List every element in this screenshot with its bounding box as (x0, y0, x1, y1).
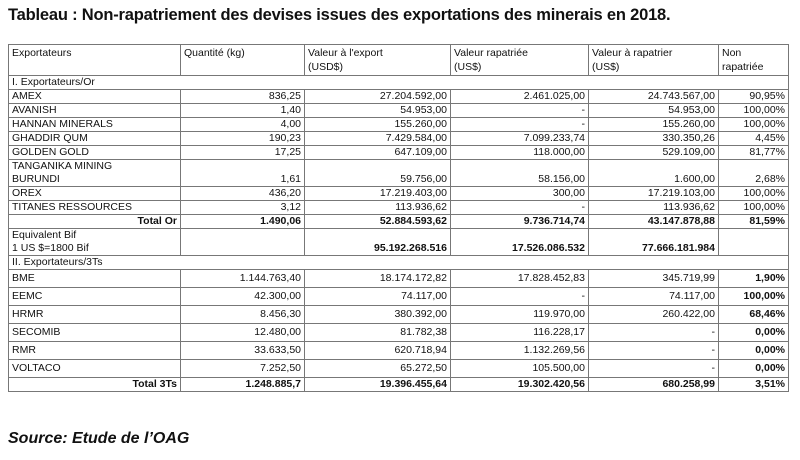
cell-valeur-export: 52.884.593,62 (305, 215, 451, 229)
cell-non-rapatriee: 68,46% (719, 306, 789, 324)
cell-valeur-export: 95.192.268.516 (305, 229, 451, 256)
cell-non-rapatriee: 4,45% (719, 132, 789, 146)
cell-non-rapatriee: 0,00% (719, 324, 789, 342)
cell-valeur-export: 620.718,94 (305, 342, 451, 360)
cell-quantite: 33.633,50 (181, 342, 305, 360)
cell-non-rapatriee: 100,00% (719, 118, 789, 132)
equivalent-row (9, 229, 789, 256)
cell-name: GOLDEN GOLD (9, 146, 181, 160)
cell-valeur-a-rapatrier: 54.953,00 (589, 104, 719, 118)
table-row (9, 187, 789, 201)
cell-valeur-export: 647.109,00 (305, 146, 451, 160)
cell-valeur-rapatriee: 17.526.086.532 (451, 229, 589, 256)
cell-valeur-a-rapatrier: 43.147.878,88 (589, 215, 719, 229)
table-wrapper (8, 44, 788, 392)
cell-name: HANNAN MINERALS (9, 118, 181, 132)
cell-valeur-a-rapatrier: 1.600,00 (589, 160, 719, 187)
cell-quantite: 836,25 (181, 90, 305, 104)
cell-valeur-rapatriee: 2.461.025,00 (451, 90, 589, 104)
table-row (9, 104, 789, 118)
table-row-tanganika (9, 160, 789, 187)
cell-valeur-a-rapatrier: - (589, 360, 719, 378)
section-label: II. Exportateurs/3Ts (9, 256, 789, 270)
cell-valeur-rapatriee: 17.828.452,83 (451, 270, 589, 288)
cell-name: OREX (9, 187, 181, 201)
total-label: Total 3Ts (9, 378, 181, 392)
cell-quantite: 1,61 (181, 160, 305, 187)
cell-non-rapatriee: 2,68% (719, 160, 789, 187)
table-row (9, 270, 789, 288)
cell-non-rapatriee: 100,00% (719, 187, 789, 201)
cell-valeur-a-rapatrier: - (589, 324, 719, 342)
cell-valeur-rapatriee: 300,00 (451, 187, 589, 201)
cell-valeur-export: 113.936,62 (305, 201, 451, 215)
cell-valeur-rapatriee: 118.000,00 (451, 146, 589, 160)
cell-valeur-a-rapatrier: 680.258,99 (589, 378, 719, 392)
cell-valeur-a-rapatrier: - (589, 342, 719, 360)
cell-valeur-export: 74.117,00 (305, 288, 451, 306)
cell-valeur-export: 65.272,50 (305, 360, 451, 378)
cell-non-rapatriee: 100,00% (719, 104, 789, 118)
table-row (9, 201, 789, 215)
cell-valeur-rapatriee: 58.156,00 (451, 160, 589, 187)
header-valeur-export: Valeur à l'export (USD$) (305, 45, 451, 76)
table-row (9, 360, 789, 378)
cell-valeur-rapatriee: - (451, 288, 589, 306)
cell-quantite: 12.480,00 (181, 324, 305, 342)
cell-name: BME (9, 270, 181, 288)
header-quantite: Quantité (kg) (181, 45, 305, 76)
cell-non-rapatriee: 100,00% (719, 288, 789, 306)
cell-valeur-a-rapatrier: 24.743.567,00 (589, 90, 719, 104)
cell-name: RMR (9, 342, 181, 360)
cell-valeur-export: 380.392,00 (305, 306, 451, 324)
cell-quantite: 1,40 (181, 104, 305, 118)
header-row (9, 45, 789, 76)
cell-valeur-export: 59.756,00 (305, 160, 451, 187)
cell-quantite: 436,20 (181, 187, 305, 201)
cell-valeur-export: 17.219.403,00 (305, 187, 451, 201)
cell-valeur-rapatriee: 9.736.714,74 (451, 215, 589, 229)
cell-name: TANGANIKA MINING BURUNDI (9, 160, 181, 187)
table-row (9, 118, 789, 132)
cell-non-rapatriee: 0,00% (719, 342, 789, 360)
cell-name: EEMC (9, 288, 181, 306)
cell-quantite: 3,12 (181, 201, 305, 215)
cell-valeur-a-rapatrier: 113.936,62 (589, 201, 719, 215)
cell-valeur-export: 81.782,38 (305, 324, 451, 342)
header-exportateurs: Exportateurs (9, 45, 181, 76)
cell-valeur-a-rapatrier: 77.666.181.984 (589, 229, 719, 256)
cell-quantite: 190,23 (181, 132, 305, 146)
cell-valeur-export: 19.396.455,64 (305, 378, 451, 392)
table-row (9, 306, 789, 324)
cell-name: GHADDIR QUM (9, 132, 181, 146)
cell-quantite: 1.144.763,40 (181, 270, 305, 288)
cell-quantite (181, 229, 305, 256)
cell-valeur-export: 18.174.172,82 (305, 270, 451, 288)
cell-valeur-a-rapatrier: 330.350,26 (589, 132, 719, 146)
table-row (9, 90, 789, 104)
table-row (9, 146, 789, 160)
cell-non-rapatriee: 81,59% (719, 215, 789, 229)
header-valeur-a-rapatrier: Valeur à rapatrier (US$) (589, 45, 719, 76)
cell-quantite: 42.300,00 (181, 288, 305, 306)
cell-valeur-rapatriee: 119.970,00 (451, 306, 589, 324)
cell-name: VOLTACO (9, 360, 181, 378)
cell-quantite: 4,00 (181, 118, 305, 132)
cell-non-rapatriee: 1,90% (719, 270, 789, 288)
total-label: Total Or (9, 215, 181, 229)
section-row-or (9, 76, 789, 90)
section-label: I. Exportateurs/Or (9, 76, 789, 90)
cell-valeur-rapatriee: - (451, 201, 589, 215)
table-row (9, 132, 789, 146)
page-title: Tableau : Non-rapatriement des devises issues des exportations des minerais en 2018. (8, 6, 671, 24)
cell-valeur-rapatriee: - (451, 104, 589, 118)
cell-valeur-rapatriee: 7.099.233,74 (451, 132, 589, 146)
header-valeur-rapatriee: Valeur rapatriée (US$) (451, 45, 589, 76)
cell-name: TITANES RESSOURCES (9, 201, 181, 215)
cell-valeur-a-rapatrier: 345.719,99 (589, 270, 719, 288)
cell-quantite: 1.248.885,7 (181, 378, 305, 392)
cell-valeur-a-rapatrier: 529.109,00 (589, 146, 719, 160)
table-row (9, 342, 789, 360)
cell-non-rapatriee: 100,00% (719, 201, 789, 215)
cell-valeur-a-rapatrier: 17.219.103,00 (589, 187, 719, 201)
cell-name: AMEX (9, 90, 181, 104)
cell-valeur-export: 54.953,00 (305, 104, 451, 118)
exports-table (8, 44, 789, 392)
table-row (9, 324, 789, 342)
total-row-3ts (9, 378, 789, 392)
cell-non-rapatriee: 3,51% (719, 378, 789, 392)
cell-valeur-export: 7.429.584,00 (305, 132, 451, 146)
cell-quantite: 8.456,30 (181, 306, 305, 324)
cell-valeur-export: 155.260,00 (305, 118, 451, 132)
header-non-rapatriee: Non rapatriée (719, 45, 789, 76)
cell-valeur-export: 27.204.592,00 (305, 90, 451, 104)
cell-quantite: 7.252,50 (181, 360, 305, 378)
cell-valeur-a-rapatrier: 260.422,00 (589, 306, 719, 324)
cell-non-rapatriee: 90,95% (719, 90, 789, 104)
source-caption: Source: Etude de l’OAG (8, 430, 190, 447)
cell-name: HRMR (9, 306, 181, 324)
total-row-or (9, 215, 789, 229)
cell-non-rapatriee: 0,00% (719, 360, 789, 378)
cell-name: AVANISH (9, 104, 181, 118)
cell-non-rapatriee: 81,77% (719, 146, 789, 160)
cell-non-rapatriee (719, 229, 789, 256)
cell-name: SECOMIB (9, 324, 181, 342)
cell-valeur-a-rapatrier: 155.260,00 (589, 118, 719, 132)
cell-valeur-rapatriee: 19.302.420,56 (451, 378, 589, 392)
cell-valeur-rapatriee: 116.228,17 (451, 324, 589, 342)
cell-valeur-rapatriee: - (451, 118, 589, 132)
cell-quantite: 17,25 (181, 146, 305, 160)
cell-valeur-rapatriee: 105.500,00 (451, 360, 589, 378)
table-row (9, 288, 789, 306)
cell-valeur-rapatriee: 1.132.269,56 (451, 342, 589, 360)
cell-valeur-a-rapatrier: 74.117,00 (589, 288, 719, 306)
equivalent-label: Equivalent Bif 1 US $=1800 Bif (9, 229, 181, 256)
section-row-3ts (9, 256, 789, 270)
cell-quantite: 1.490,06 (181, 215, 305, 229)
